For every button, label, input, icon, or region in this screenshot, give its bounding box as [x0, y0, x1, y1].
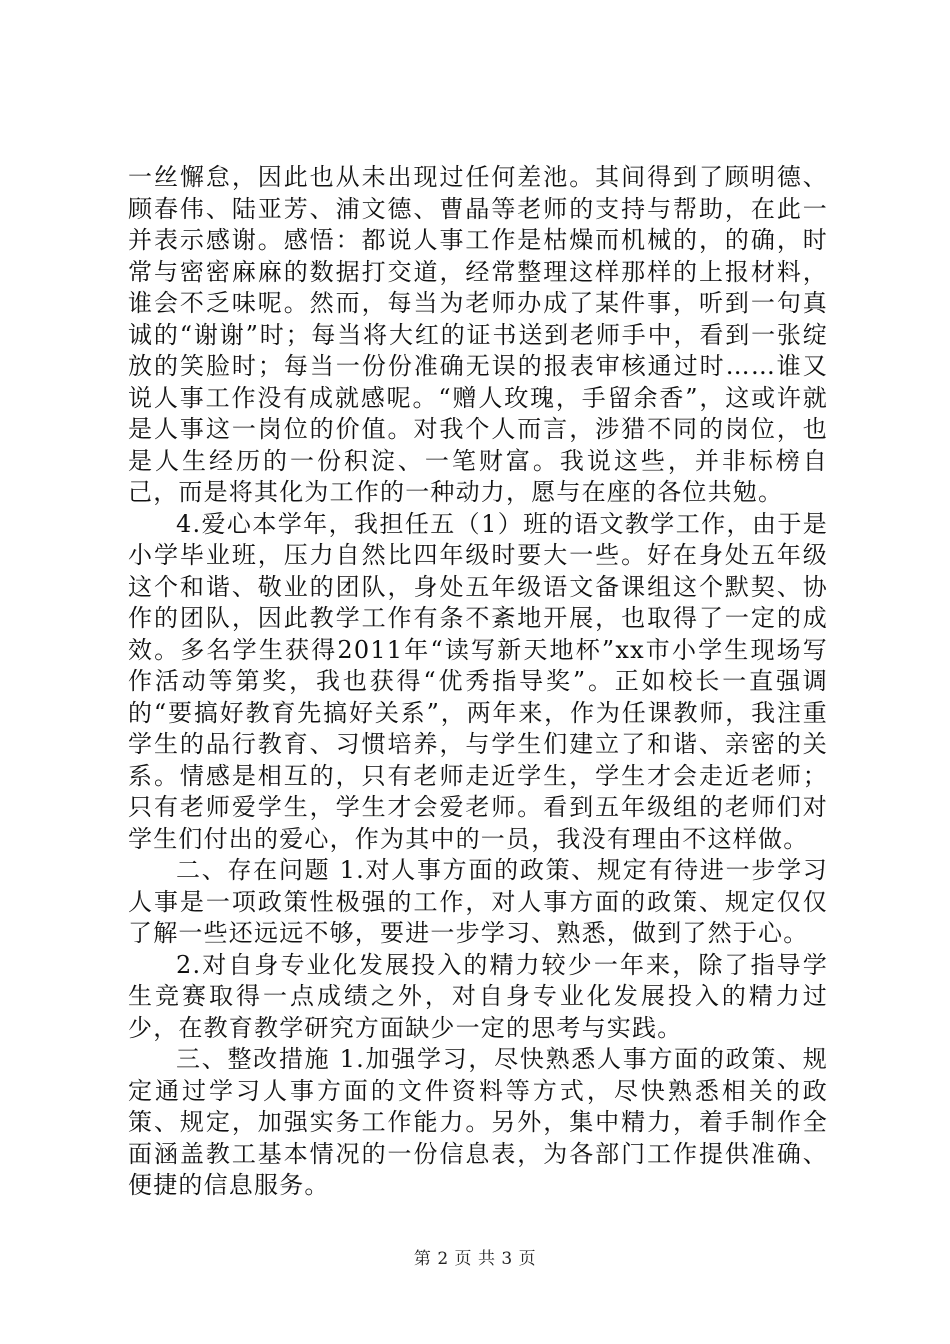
paragraph-love: 4.爱心本学年，我担任五（1）班的语文教学工作，由于是小学毕业班，压力自然比四年级时要大一些。好在身处五年级这个和谐、敬业的团队，身处五年级语文备课组这个默契、协作的团队，因此教学工作有条不紊地开展，也取得了一定的成效。多名学生获得2011年“读写新天地杯”xx市小学生现场写作活动等第奖，我也获得“优秀指导奖”。正如校长一直强调的“要搞好教育先搞好关系”，两年来，作为任课教师，我注重学生的品行教育、习惯培养，与学生们建立了和谐、亲密的关系。情感是相互的，只有老师走近学生，学生才会走近老师；只有老师爱学生，学生才会爱老师。看到五年级组的老师们对学生们付出的爱心，作为其中的一员，我没有理由不这样做。 — [128, 509, 828, 853]
page-number-footer: 第 2 页 共 3 页 — [413, 1249, 537, 1269]
document-body — [128, 162, 828, 1202]
paragraph-development: 2.对自身专业化发展投入的精力较少一年来，除了指导学生竞赛取得一点成绩之外，对自身专业化发展投入的精力过少，在教育教学研究方面缺少一定的思考与实践。 — [128, 950, 828, 1042]
paragraph-gratitude: 一丝懈怠，因此也从未出现过任何差池。其间得到了顾明德、顾春伟、陆亚芳、浦文德、曹晶等老师的支持与帮助，在此一并表示感谢。感悟：都说人事工作是枯燥而机械的，的确，时常与密密麻麻的数据打交道，经常整理这样那样的上报材料，谁会不乏味呢。然而，每当为老师办成了某件事，听到一句真诚的“谢谢”时；每当将大红的证书送到老师手中，看到一张绽放的笑脸时；每当一份份准确无误的报表审核通过时……谁又说人事工作没有成就感呢。“赠人玫瑰，手留余香”，这或许就是人事这一岗位的价值。对我个人而言，涉猎不同的岗位，也是人生经历的一份积淀、一笔财富。我说这些，并非标榜自己，而是将其化为工作的一种动力，愿与在座的各位共勉。 — [128, 163, 828, 506]
paragraph-measures: 三、整改措施 1.加强学习，尽快熟悉人事方面的政策、规定通过学习人事方面的文件资料等方式，尽快熟悉相关的政策、规定，加强实务工作能力。另外，集中精力，着手制作全面涵盖教工基本情况的一份信息表，为各部门工作提供准确、便捷的信息服务。 — [128, 1045, 828, 1199]
paragraph-problems: 二、存在问题 1.对人事方面的政策、规定有待进一步学习人事是一项政策性极强的工作，对人事方面的政策、规定仅仅了解一些还远远不够，要进一步学习、熟悉，做到了然于心。 — [128, 856, 828, 947]
